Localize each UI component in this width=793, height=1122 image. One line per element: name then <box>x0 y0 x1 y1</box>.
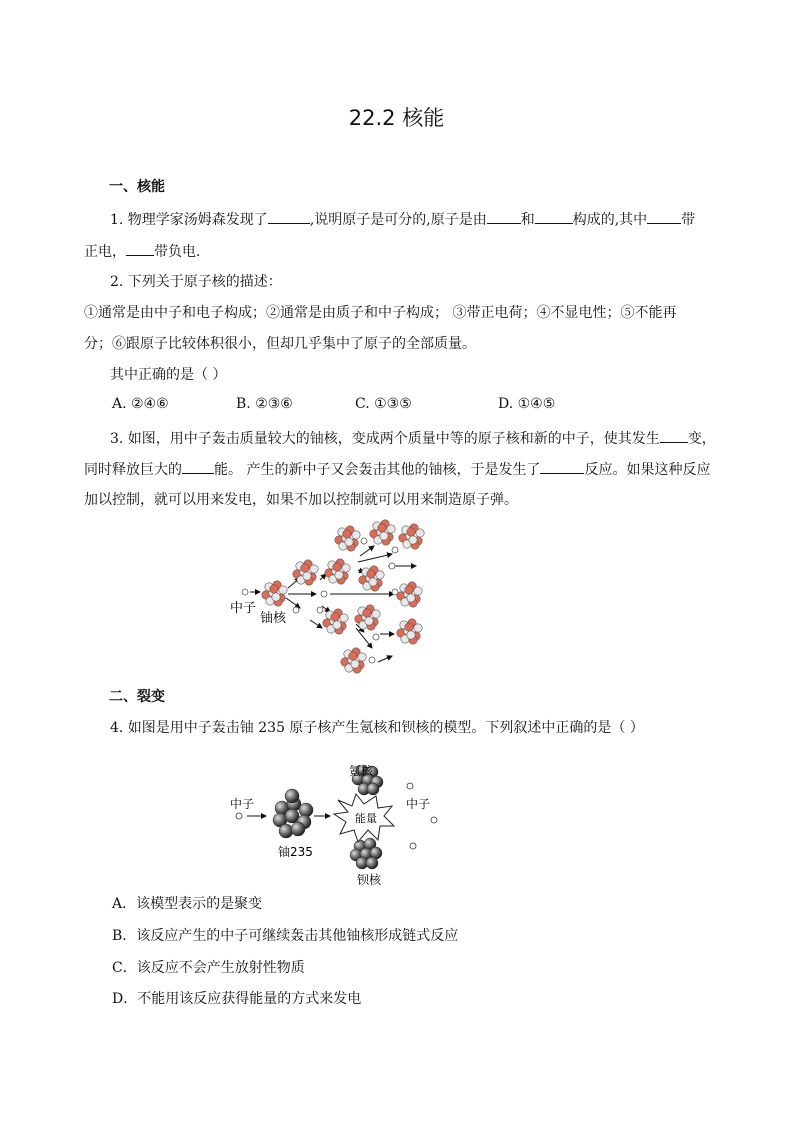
page-title: 22.2 核能 <box>348 106 445 130</box>
fission-model-figure <box>225 765 455 890</box>
answer-blank[interactable] <box>268 208 310 224</box>
answer-blank[interactable] <box>126 240 154 256</box>
chain-reaction-figure <box>225 515 435 675</box>
section-heading-fission: 二、裂变 <box>109 689 165 705</box>
section-heading-nuclear-energy: 一、核能 <box>109 179 165 195</box>
question-2-statements-line-1: ①通常是由中子和电子构成；②通常是由质子和中子构成； ③带正电荷；④不显电性；⑤不能再 <box>84 305 677 321</box>
question-1-line-2: 正电， 带负电． <box>84 240 210 261</box>
barium-nucleus <box>350 838 382 869</box>
question-4-option-b[interactable]: B．该反应产生的中子可继续轰击其他铀核形成链式反应 <box>112 928 459 944</box>
question-4-option-a[interactable]: A．该模型表示的是聚变 <box>112 896 263 912</box>
neutron-particles <box>242 538 398 663</box>
uranium-235-nucleus <box>273 789 313 838</box>
neutron-label: 中子 <box>230 601 257 616</box>
neutron-right-label: 中子 <box>406 797 431 811</box>
question-3-line-2: 同时释放巨大的 能。 产生的新中子又会轰击其他的铀核，于是发生了 反应。如果这种反应 <box>84 458 710 479</box>
question-2-ask: 其中正确的是（ ） <box>110 367 227 383</box>
krypton-label: 氪核 <box>349 765 374 778</box>
question-2-option-b[interactable]: B. ②③⑥ <box>236 396 293 412</box>
neutron-left-label: 中子 <box>230 797 255 811</box>
answer-blank[interactable] <box>660 427 688 443</box>
answer-blank[interactable] <box>182 458 214 474</box>
question-2-statements-line-2: 分；⑥跟原子比较体积很小，但却几乎集中了原子的全部质量。 <box>84 336 476 352</box>
question-4-option-c[interactable]: C．该反应不会产生放射性物质 <box>112 960 305 976</box>
answer-blank[interactable] <box>535 208 573 224</box>
barium-label: 钡核 <box>357 873 382 887</box>
atomic-nuclei <box>262 520 424 673</box>
energy-label: 能量 <box>355 812 377 825</box>
answer-blank[interactable] <box>487 208 521 224</box>
uranium-235-label: 铀235 <box>278 845 313 859</box>
question-2-option-a[interactable]: A. ②④⑥ <box>112 396 169 412</box>
question-2-stem: 2. 下列关于原子核的描述： <box>110 274 282 290</box>
question-3-line-1: 3. 如图，用中子轰击质量较大的铀核，变成两个质量中等的原子核和新的中子，使其发生 变， <box>110 427 716 448</box>
question-2-option-d[interactable]: D. ①④⑤ <box>498 396 556 412</box>
question-4-option-d[interactable]: D．不能用该反应获得能量的方式来发电 <box>112 991 362 1007</box>
answer-blank[interactable] <box>540 458 584 474</box>
question-4-stem: 4. 如图是用中子轰击铀 235 原子核产生氪核和钡核的模型。下列叙述中正确的是（ ） <box>110 720 644 736</box>
question-2-option-c[interactable]: C. ①③⑤ <box>355 396 412 412</box>
uranium-nucleus-label: 铀核 <box>260 611 287 626</box>
question-1-line-1: 1. 物理学家汤姆森发现了 ,说明原子是可分的,原子是由 和 构成的,其中 带 <box>110 208 695 229</box>
question-3-line-3: 加以控制，就可以用来发电，如果不加以控制就可以用来制造原子弹。 <box>84 492 518 508</box>
answer-blank[interactable] <box>647 208 681 224</box>
